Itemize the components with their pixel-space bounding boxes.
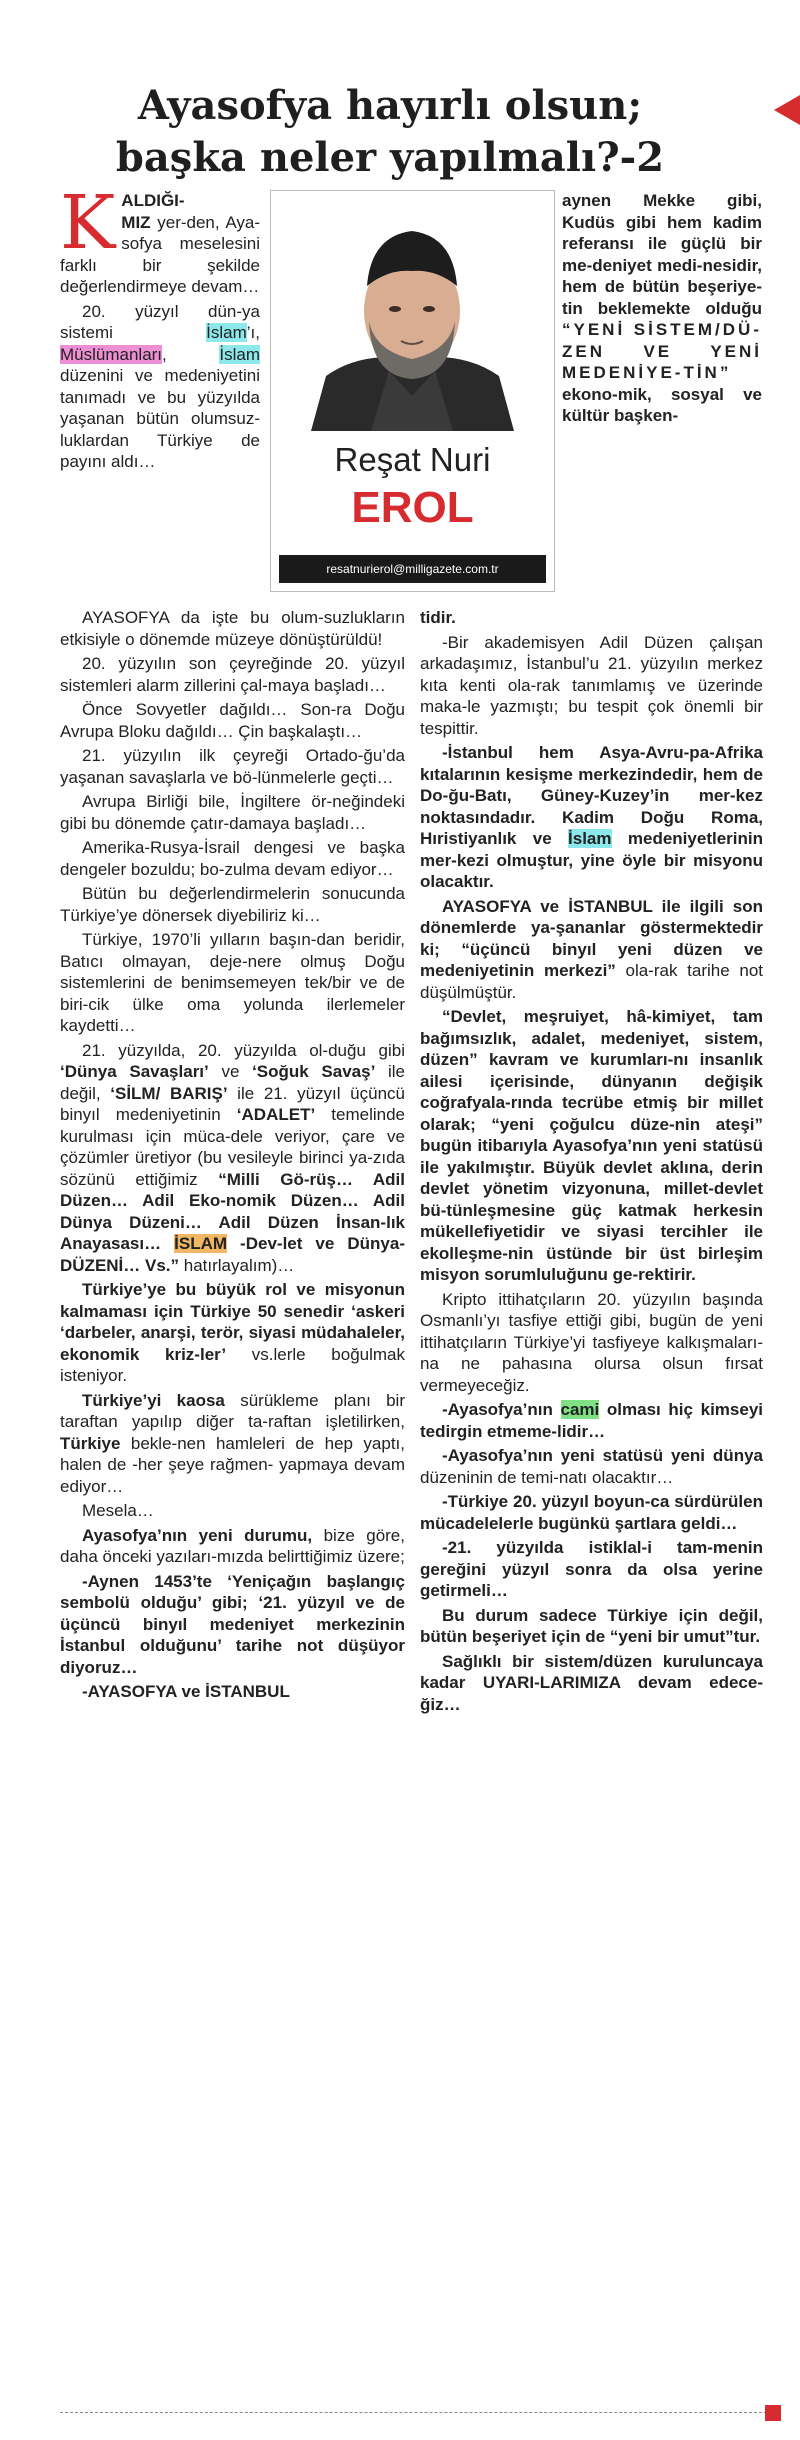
paragraph: -Aynen 1453’te ‘Yeniçağın başlangıç sembolü olduğu’ gibi; ‘21. yüzyıl ve de üçüncü binyıl medeniyet merkezinin İstanbul olduğunu’ tarihe not düşüyor diyoruz…	[60, 1571, 405, 1677]
paragraph: -AYASOFYA ve İSTANBUL	[82, 1682, 290, 1701]
paragraph: -İstanbul hem Asya-Avru-pa-Afrika kıtalarının kesişme merkezindedir, hem de Do-ğu-Batı, Güney-Kuzey’in mer-kez noktasındadır. Kadim Doğu Roma, Hıristiyanlık ve İslam medeniyetlerinin mer-kezi olmuştur, yine öyle bir misyonu olacaktır.	[420, 743, 763, 891]
paragraph: Amerika-Rusya-İsrail dengesi ve başka dengeler bozuldu; bo-zulma devam ediyor…	[60, 838, 405, 879]
paragraph: -21. yüzyılda istiklal-i tam-menin gereğini yüzyıl sonra da olsa yerine getirmeli…	[420, 1538, 763, 1600]
highlight-islam-caps: İSLAM	[174, 1234, 228, 1253]
paragraph: 21. yüzyılda, 20. yüzyılda ol-duğu gibi ‘Dünya Savaşları’ ve ‘Soğuk Savaş’ ile değil, ‘SİLM/ BARIŞ’ ile 21. yüzyıl üçüncü binyıl medeniyetinin ‘ADALET’ temelinde kurulması için müca-dele veriyor, çare ve çözümler üretiyor (bu vesileyle birinci ya-zıda sözünü ettiğimiz “Milli Gö-rüş… Adil Düzen… Adil Eko-nomik Düzen… Adil Dünya Düzeni… Adil Düzen İnsan-lık Anayasası… İSLAM -Dev-let ve Dünya- DÜZENİ… Vs.” hatırlayalım)…	[60, 1040, 406, 1275]
paragraph: Avrupa Birliği bile, İngiltere ör-neğindeki gibi bu dönemde çatır-damaya başladı…	[60, 792, 405, 833]
red-arrow-icon	[774, 95, 800, 125]
dropcap: K	[60, 180, 116, 266]
author-email: resatnurierol@milligazete.com.tr	[279, 555, 546, 583]
headline-line-2: başka neler yapılmalı?-2	[115, 134, 665, 181]
paragraph: Bu durum sadece Türkiye için değil, bütün beşeriyet için de “yeni bir umut”tur.	[420, 1605, 763, 1646]
paragraph: -Ayasofya’nın yeni statüsü yeni dünya düzeninin de temi-natı olacaktır…	[420, 1446, 763, 1487]
highlight-islam: İslam	[568, 829, 612, 848]
paragraph: Türkiye’ye bu büyük rol ve misyonun kalmaması için Türkiye 50 senedir ‘askeri ‘darbeler, anarşi, terör, siyasi müdahaleler, ekonomik kriz-ler’ vs.lerle boğulmak isteniyor.	[60, 1280, 405, 1385]
paragraph: 21. yüzyılın ilk çeyreği Ortado-ğu’da yaşanan savaşlarla ve bö-lünmelerle geçti…	[60, 746, 405, 787]
author-surname: EROL	[351, 483, 474, 532]
column-2-top	[562, 190, 762, 427]
author-box	[270, 190, 555, 592]
paragraph: AYASOFYA ve İSTANBUL ile ilgili son dönemlerde ya-şananlar göstermektedir ki; “üçüncü binyıl yeni düzen ve medeniyetinin merkezi” ola-rak tarihe not düşülmüştür.	[420, 896, 763, 1002]
paragraph: Önce Sovyetler dağıldı… Son-ra Doğu Avrupa Bloku dağıldı… Çin başkalaştı…	[60, 700, 405, 741]
paragraph: Mesela…	[82, 1501, 154, 1520]
footer-divider	[60, 2412, 772, 2413]
red-square-icon	[765, 2405, 781, 2421]
paragraph: -Bir akademisyen Adil Düzen çalışan arkadaşımız, İstanbul’u 21. yüzyılın merkez kıta kenti ola-rak tanımlamış ve üzerinde maka-le yazmıştı; bu tespit çok önemli bir tespittir.	[420, 632, 763, 738]
column-1	[60, 607, 405, 1706]
author-portrait	[271, 191, 554, 431]
headline	[70, 80, 710, 184]
highlight-islam: İslam	[219, 344, 260, 364]
paragraph: “Devlet, meşruiyet, hâ-kimiyet, tam bağımsızlık, adalet, medeniyet, sistem, düzen” kavram ve kurumları-nı insanlık ailesi içerisinde, dünyanın değişik coğrafyala-rında tecrübe etmiş bir millet olarak; “yeni çoğulcu düze-nin ateşi” bugün itibarıyla Ayasofya’nın yeni statüsü ile yakılmıştır. Büyük devlet aklına, derin devlet yönetim vizyonuna, millet-devlet bü-tünleşmesine güç katmak herkesin mükellefiyetidir ve siyasi tercihler ile ekolleşme-nin üstünde bir üst birleşim misyon sorumluluğunu ge-rektirir.	[420, 1007, 763, 1284]
paragraph: -Türkiye 20. yüzyıl boyun-ca sürdürülen mücadelelerle bugünkü şartlara geldi…	[420, 1492, 763, 1533]
intro-paragraph: KALDIĞI- MIZ yer-den, Aya-sofya meselesini farklı bir şekilde değerlendirmeye devam…	[60, 180, 260, 296]
column-2	[420, 607, 763, 1718]
paragraph: Sağlıklı bir sistem/düzen kuruluncaya kadar UYARI-LARIMIZA devam edece-ğiz…	[420, 1651, 763, 1714]
paragraph: Türkiye, 1970’li yılların başın-dan beridir, Batıcı olmayan, deje-nere olmuş Doğu sistemlerini de benimsemeyen tek/bir ve de biri-cik ülke oma yolunda ilerlemeler kaydetti…	[60, 930, 405, 1035]
paragraph: Bütün bu değerlendirmelerin sonucunda Türkiye’ye dönersek diyebiliriz ki…	[60, 884, 405, 925]
highlight-islam: İslam	[206, 323, 247, 342]
paragraph: tidir.	[420, 608, 456, 627]
paragraph: aynen Mekke gibi, Kudüs gibi hem kadim referansı ile güçlü bir me-deniyet medi-nesidir, hem de bütün beşeriye-tin beklemekte olduğu “YENİ SİSTEM/DÜ-ZEN VE YENİ MEDENİYE-TİN” ekono-mik, sosyal ve kültür başken-	[562, 191, 762, 425]
paragraph: -Ayasofya’nın cami olması hiç kimseyi tedirgin etmeme-lidir…	[420, 1400, 763, 1441]
highlight-cami: cami	[560, 1400, 600, 1419]
paragraph: Kripto ittihatçıların 20. yüzyılın başında Osmanlı’yı tasfiye ettiği gibi, bugün de yeni ittihatçıların Türkiye’yi tasfiyeye kalkışmaları-na ne pahasına olursa olsun fırsat vermeyeceğiz.	[420, 1289, 763, 1395]
paragraph: Ayasofya’nın yeni durumu, bize göre, daha önceki yazıları-mızda belirttiğimiz üzere;	[60, 1525, 405, 1566]
paragraph: 20. yüzyılın son çeyreğinde 20. yüzyıl sistemleri alarm zillerini çal-maya başladı…	[60, 654, 405, 695]
author-first-name: Reşat Nuri	[334, 441, 491, 478]
paragraph: Türkiye’yi kaosa sürükleme planı bir taraftan yapılıp diğer ta-raftan işletilirken, Türkiye bekle-nen hamleleri de hep yaptı, halen de -her şeye rağmen- yapmaya devam ediyor…	[60, 1390, 405, 1496]
paragraph: AYASOFYA da işte bu olum-suzlukların etkisiyle o dönemde müzeye dönüştürüldü!	[60, 608, 405, 649]
highlight-muslumanlari: Müslümanları	[60, 344, 163, 364]
paragraph: 20. yüzyıl dün-ya sistemi İslam’ı, Müslümanları, İslam düzenini ve medeniyetini tanımadı ve bu yüzyılda yaşanan bütün olumsuz-luklardan Türkiye de payını aldı…	[60, 301, 260, 471]
headline-line-1: Ayasofya hayırlı olsun;	[137, 82, 643, 129]
column-1-intro	[60, 180, 260, 476]
